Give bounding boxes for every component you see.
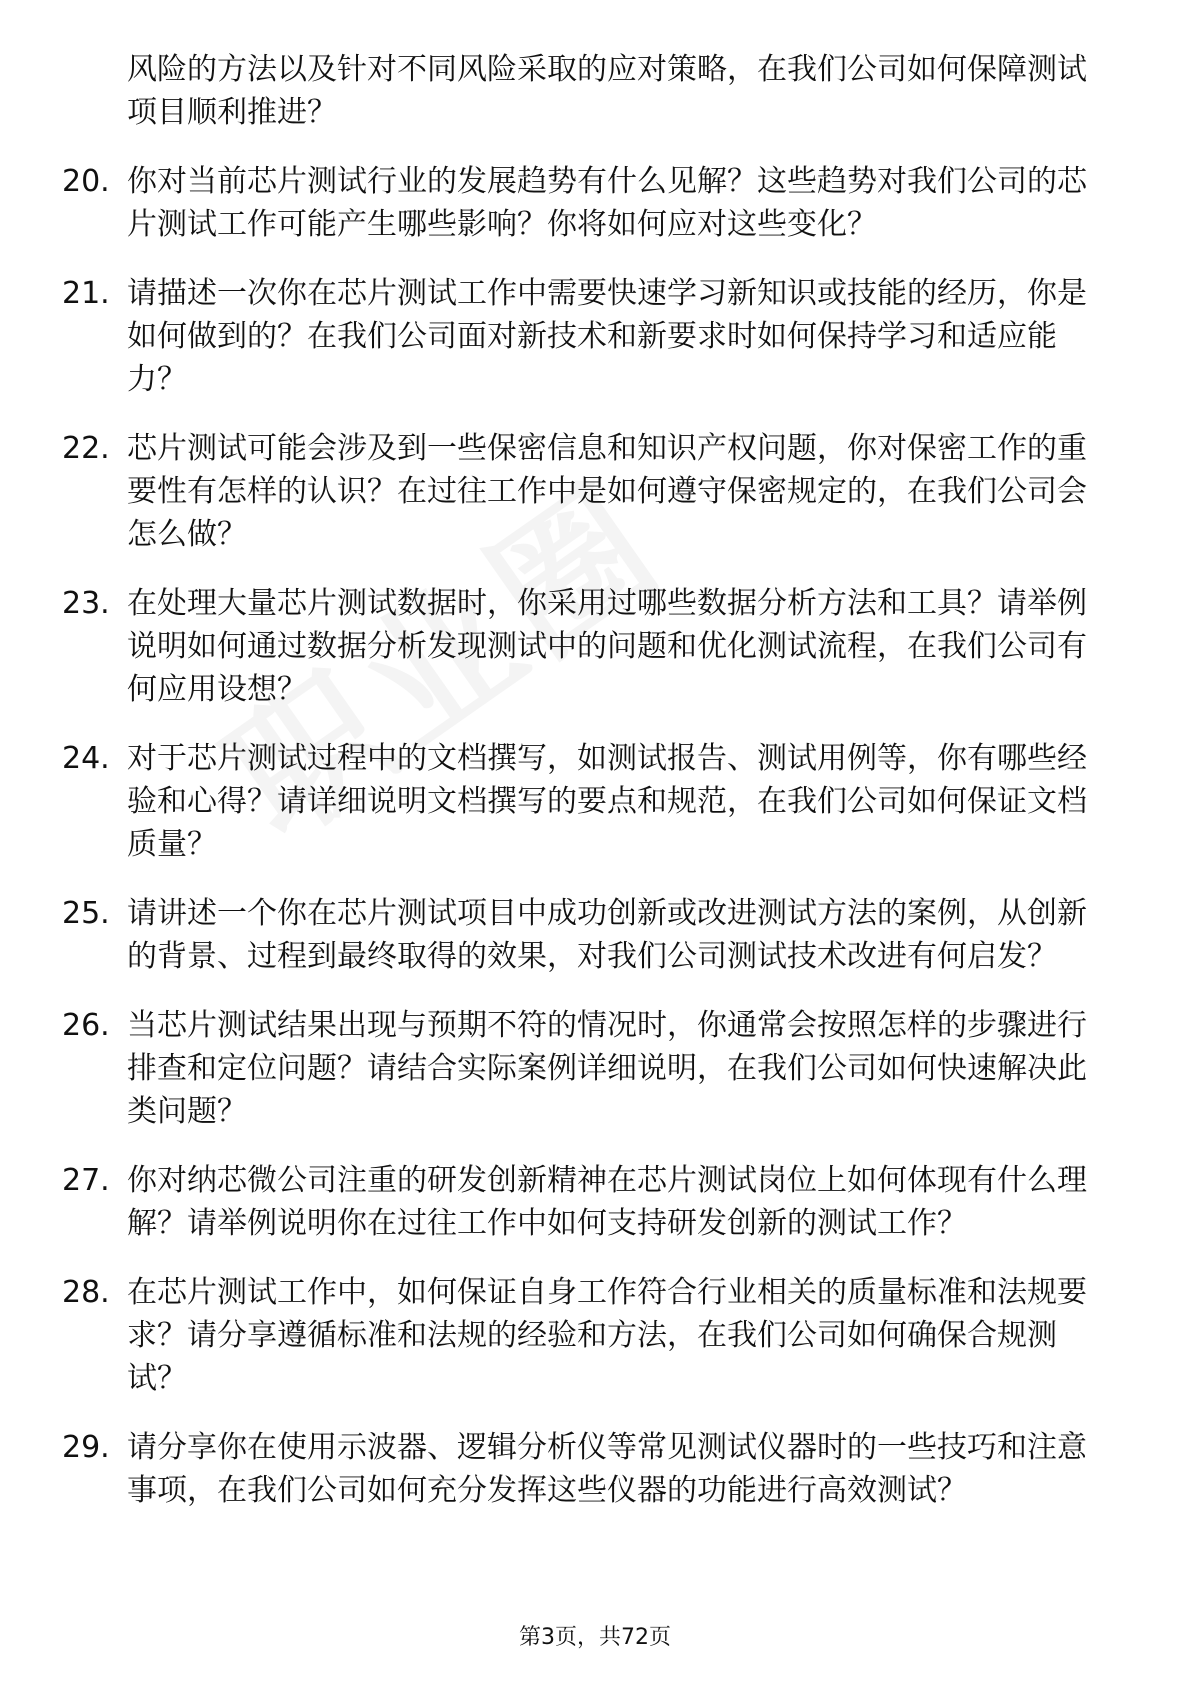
question-text: 在芯片测试工作中，如何保证自身工作符合行业相关的质量标准和法规要求？请分享遵循标准和法规的经验和方法，在我们公司如何确保合规测试？ — [127, 1275, 1087, 1396]
list-item-27 — [62, 1159, 1112, 1245]
list-item-24 — [62, 737, 1112, 866]
list-item-continued — [62, 48, 1112, 134]
question-text: 芯片测试可能会涉及到一些保密信息和知识产权问题，你对保密工作的重要性有怎样的认识？在过往工作中是如何遵守保密规定的，在我们公司会怎么做？ — [127, 431, 1087, 552]
list-item-25 — [62, 892, 1112, 978]
question-number: 29. — [62, 1430, 110, 1465]
list-item-22 — [62, 427, 1112, 556]
list-item-23 — [62, 582, 1112, 711]
question-text: 请讲述一个你在芯片测试项目中成功创新或改进测试方法的案例，从创新的背景、过程到最终取得的效果，对我们公司测试技术改进有何启发？ — [127, 896, 1087, 974]
question-number: 21. — [62, 276, 110, 311]
page-number-footer: 第3页，共72页 — [519, 1625, 671, 1650]
question-text: 对于芯片测试过程中的文档撰写，如测试报告、测试用例等，你有哪些经验和心得？请详细说明文档撰写的要点和规范，在我们公司如何保证文档质量？ — [127, 741, 1087, 862]
list-item-20 — [62, 160, 1112, 246]
question-text: 在处理大量芯片测试数据时，你采用过哪些数据分析方法和工具？请举例说明如何通过数据分析发现测试中的问题和优化测试流程，在我们公司有何应用设想？ — [127, 586, 1087, 707]
question-text: 当芯片测试结果出现与预期不符的情况时，你通常会按照怎样的步骤进行排查和定位问题？请结合实际案例详细说明，在我们公司如何快速解决此类问题？ — [127, 1008, 1087, 1129]
question-number: 26. — [62, 1008, 110, 1043]
question-number: 24. — [62, 741, 110, 776]
question-number: 20. — [62, 164, 110, 199]
continued-question-text: 风险的方法以及针对不同风险采取的应对策略，在我们公司如何保障测试项目顺利推进？ — [127, 52, 1087, 130]
question-text: 请描述一次你在芯片测试工作中需要快速学习新知识或技能的经历，你是如何做到的？在我们公司面对新技术和新要求时如何保持学习和适应能力？ — [127, 276, 1087, 397]
question-text: 你对纳芯微公司注重的研发创新精神在芯片测试岗位上如何体现有什么理解？请举例说明你在过往工作中如何支持研发创新的测试工作？ — [127, 1163, 1087, 1241]
question-text: 你对当前芯片测试行业的发展趋势有什么见解？这些趋势对我们公司的芯片测试工作可能产生哪些影响？你将如何应对这些变化？ — [127, 164, 1087, 242]
question-number: 25. — [62, 896, 110, 931]
question-list — [62, 48, 1112, 1538]
question-text: 请分享你在使用示波器、逻辑分析仪等常见测试仪器时的一些技巧和注意事项，在我们公司如何充分发挥这些仪器的功能进行高效测试？ — [127, 1430, 1087, 1508]
list-item-28 — [62, 1271, 1112, 1400]
question-number: 28. — [62, 1275, 110, 1310]
question-number: 22. — [62, 431, 110, 466]
list-item-21 — [62, 272, 1112, 401]
question-number: 23. — [62, 586, 110, 621]
question-number: 27. — [62, 1163, 110, 1198]
list-item-26 — [62, 1004, 1112, 1133]
list-item-29 — [62, 1426, 1112, 1512]
